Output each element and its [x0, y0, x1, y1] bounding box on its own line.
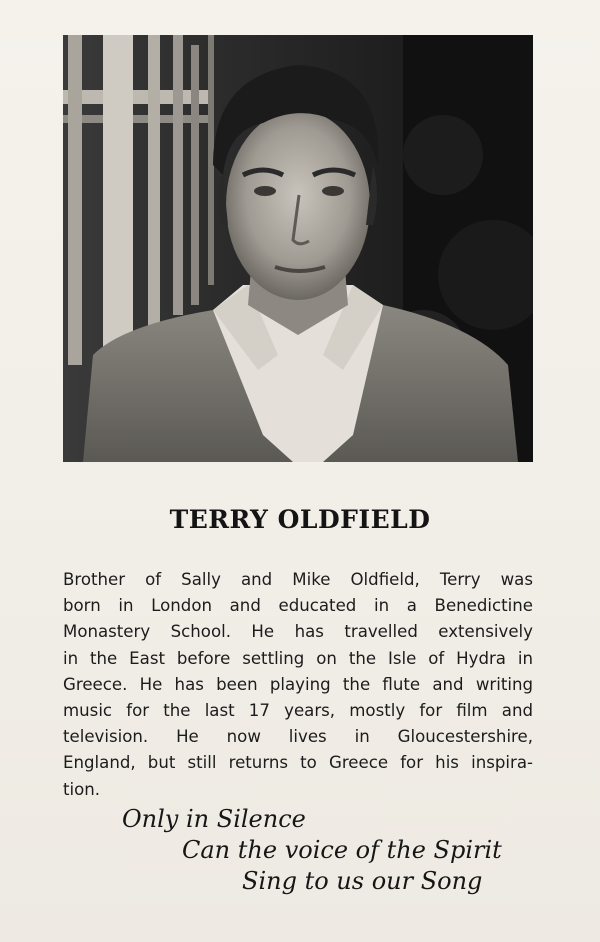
- bio-line: tion.: [63, 779, 101, 799]
- bio-line: television. He now lives in Gloucestershire,: [63, 727, 533, 747]
- bio-line: music for the last 17 years, mostly for film and: [63, 700, 533, 720]
- bio-line: Brother of Sally and Mike Oldfield, Terry was: [63, 570, 533, 589]
- bio-line: Greece. He has been playing the flute and writing: [63, 674, 533, 694]
- verse-line-3: Sing to us our Song: [242, 867, 483, 895]
- verse-quote: [0, 804, 600, 897]
- verse-line-1: Only in Silence: [122, 805, 306, 833]
- bio-line: Monastery School. He has travelled extensively: [63, 622, 533, 642]
- portrait-photo: [63, 35, 533, 462]
- artist-name: TERRY OLDFIELD: [169, 505, 431, 534]
- bio-line: born in London and educated in a Benedictine: [63, 596, 533, 616]
- bio-line: in the East before settling on the Isle of Hydra in: [63, 648, 533, 668]
- biography-paragraph: [63, 567, 533, 803]
- bio-line: England, but still returns to Greece for his inspira-: [63, 753, 533, 773]
- verse-line-2: Can the voice of the Spirit: [182, 836, 502, 864]
